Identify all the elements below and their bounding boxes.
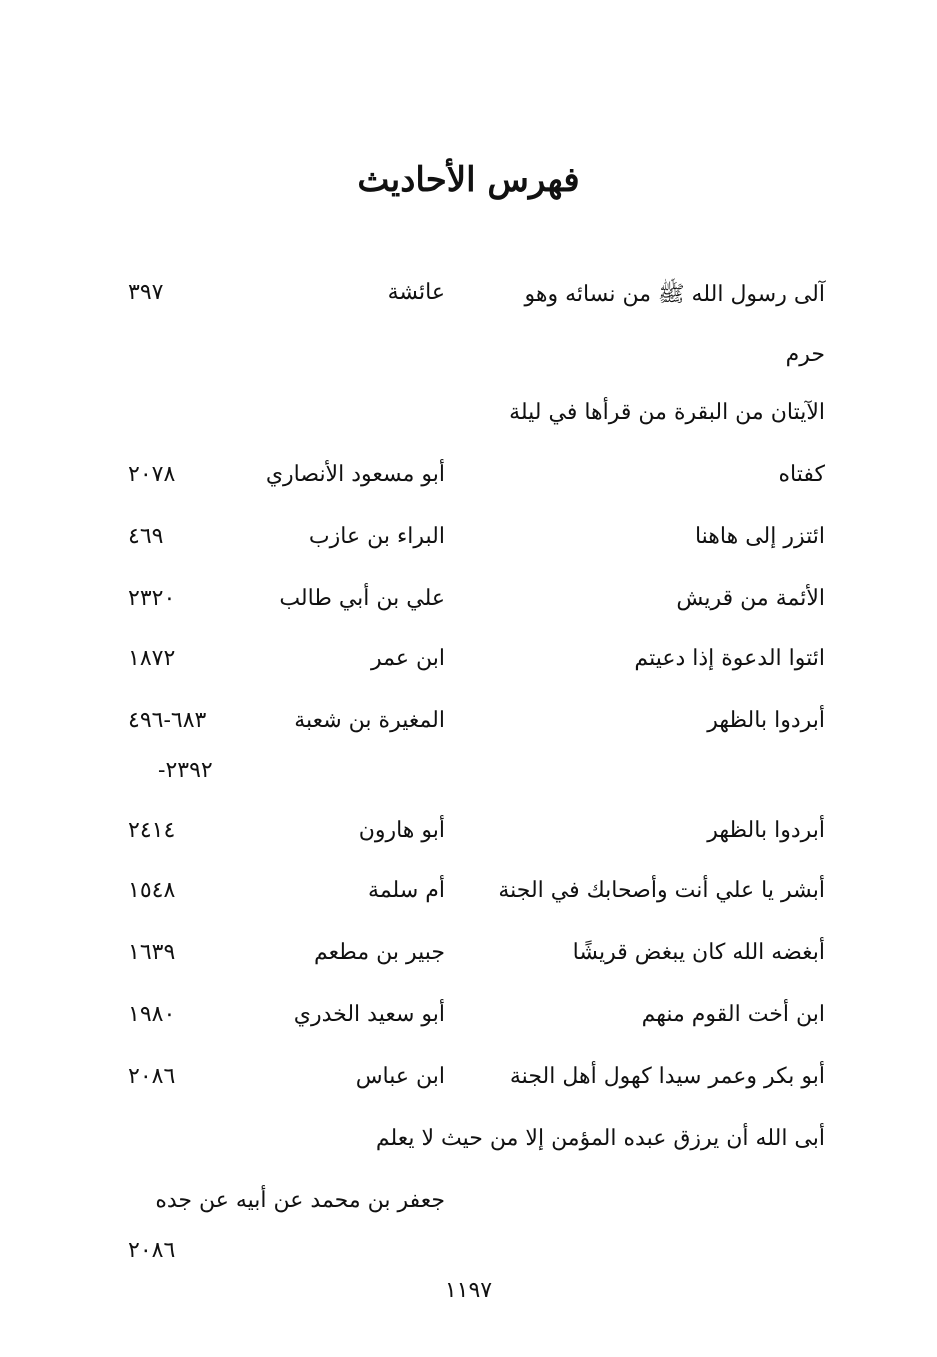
hadith-text: الآيتان من البقرة من قرأها في ليلة: [509, 400, 825, 425]
narrator-name: جبير بن مطعم: [314, 940, 445, 965]
narrator-name: عائشة: [387, 280, 445, 305]
hadith-text: أبغضه الله كان يبغض قريشًا: [572, 940, 825, 965]
hadith-number: ١٨٧٢: [128, 646, 176, 671]
index-entry: [0, 758, 937, 802]
hadith-text: حرم: [785, 342, 825, 367]
page-title: فهرس الأحاديث: [357, 160, 580, 200]
hadith-number-continued: -٢٣٩٢: [158, 758, 213, 783]
hadith-number: ٢٠٧٨: [128, 462, 176, 487]
index-entry: [0, 280, 937, 324]
hadith-number: ٢٣٢٠: [128, 586, 176, 611]
narrator-name: أم سلمة: [368, 878, 445, 903]
index-entry: [0, 940, 937, 984]
hadith-text: ابن أخت القوم منهم: [641, 1002, 825, 1027]
hadith-text: أبردوا بالظهر: [707, 818, 825, 843]
index-entry: [0, 646, 937, 690]
index-entry: [0, 878, 937, 922]
index-entry: [0, 1238, 937, 1282]
hadith-number: ٢٠٨٦: [128, 1064, 176, 1089]
narrator-name: أبو مسعود الأنصاري: [265, 462, 445, 487]
narrator-name: أبو سعيد الخدري: [293, 1002, 445, 1027]
narrator-name: البراء بن عازب: [308, 524, 445, 549]
hadith-text: أبردوا بالظهر: [707, 708, 825, 733]
page-number: ١١٩٧: [444, 1278, 493, 1303]
index-entry: [0, 708, 937, 752]
hadith-number: ١٥٤٨: [128, 878, 176, 903]
hadith-text: آلى رسول الله ﷺ من نسائه وهو: [524, 282, 825, 307]
hadith-number: ١٦٣٩: [128, 940, 176, 965]
hadith-text: الأئمة من قريش: [676, 586, 825, 611]
hadith-text: أبى الله أن يرزق عبده المؤمن إلا من حيث لا يعلم: [375, 1126, 825, 1151]
narrator-name: ابن عباس: [355, 1064, 445, 1089]
hadith-number: ٢٤١٤: [128, 818, 176, 843]
index-entry: [0, 1188, 937, 1232]
hadith-text: كفتاه: [778, 462, 825, 487]
index-entry: [0, 818, 937, 862]
hadith-number: ١٩٨٠: [128, 1002, 176, 1027]
index-entry: [0, 1002, 937, 1046]
index-entry: [0, 400, 937, 444]
hadith-text: أبو بكر وعمر سيدا كهول أهل الجنة: [509, 1064, 825, 1089]
index-entry: [0, 1064, 937, 1108]
hadith-number: ٢٠٨٦: [128, 1238, 176, 1263]
narrator-name: ابن عمر: [371, 646, 445, 671]
narrator-name: المغيرة بن شعبة: [294, 708, 445, 733]
index-entry: [0, 524, 937, 568]
index-entry: [0, 342, 937, 386]
hadith-text: أبشر يا علي أنت وأصحابك في الجنة: [498, 878, 825, 903]
hadith-text: ائتزر إلى هاهنا: [694, 524, 825, 549]
narrator-name: أبو هارون: [358, 818, 445, 843]
narrator-name: علي بن أبي طالب: [279, 586, 445, 611]
hadith-number: ٦٨٣-٤٩٦: [128, 708, 207, 733]
index-entry: [0, 1126, 937, 1170]
hadith-number: ٣٩٧: [128, 280, 164, 305]
index-entry: [0, 462, 937, 506]
index-entry: [0, 586, 937, 630]
hadith-number: ٤٦٩: [128, 524, 164, 549]
narrator-name: جعفر بن محمد عن أبيه عن جده: [155, 1188, 445, 1213]
hadith-text: ائتوا الدعوة إذا دعيتم: [634, 646, 825, 671]
